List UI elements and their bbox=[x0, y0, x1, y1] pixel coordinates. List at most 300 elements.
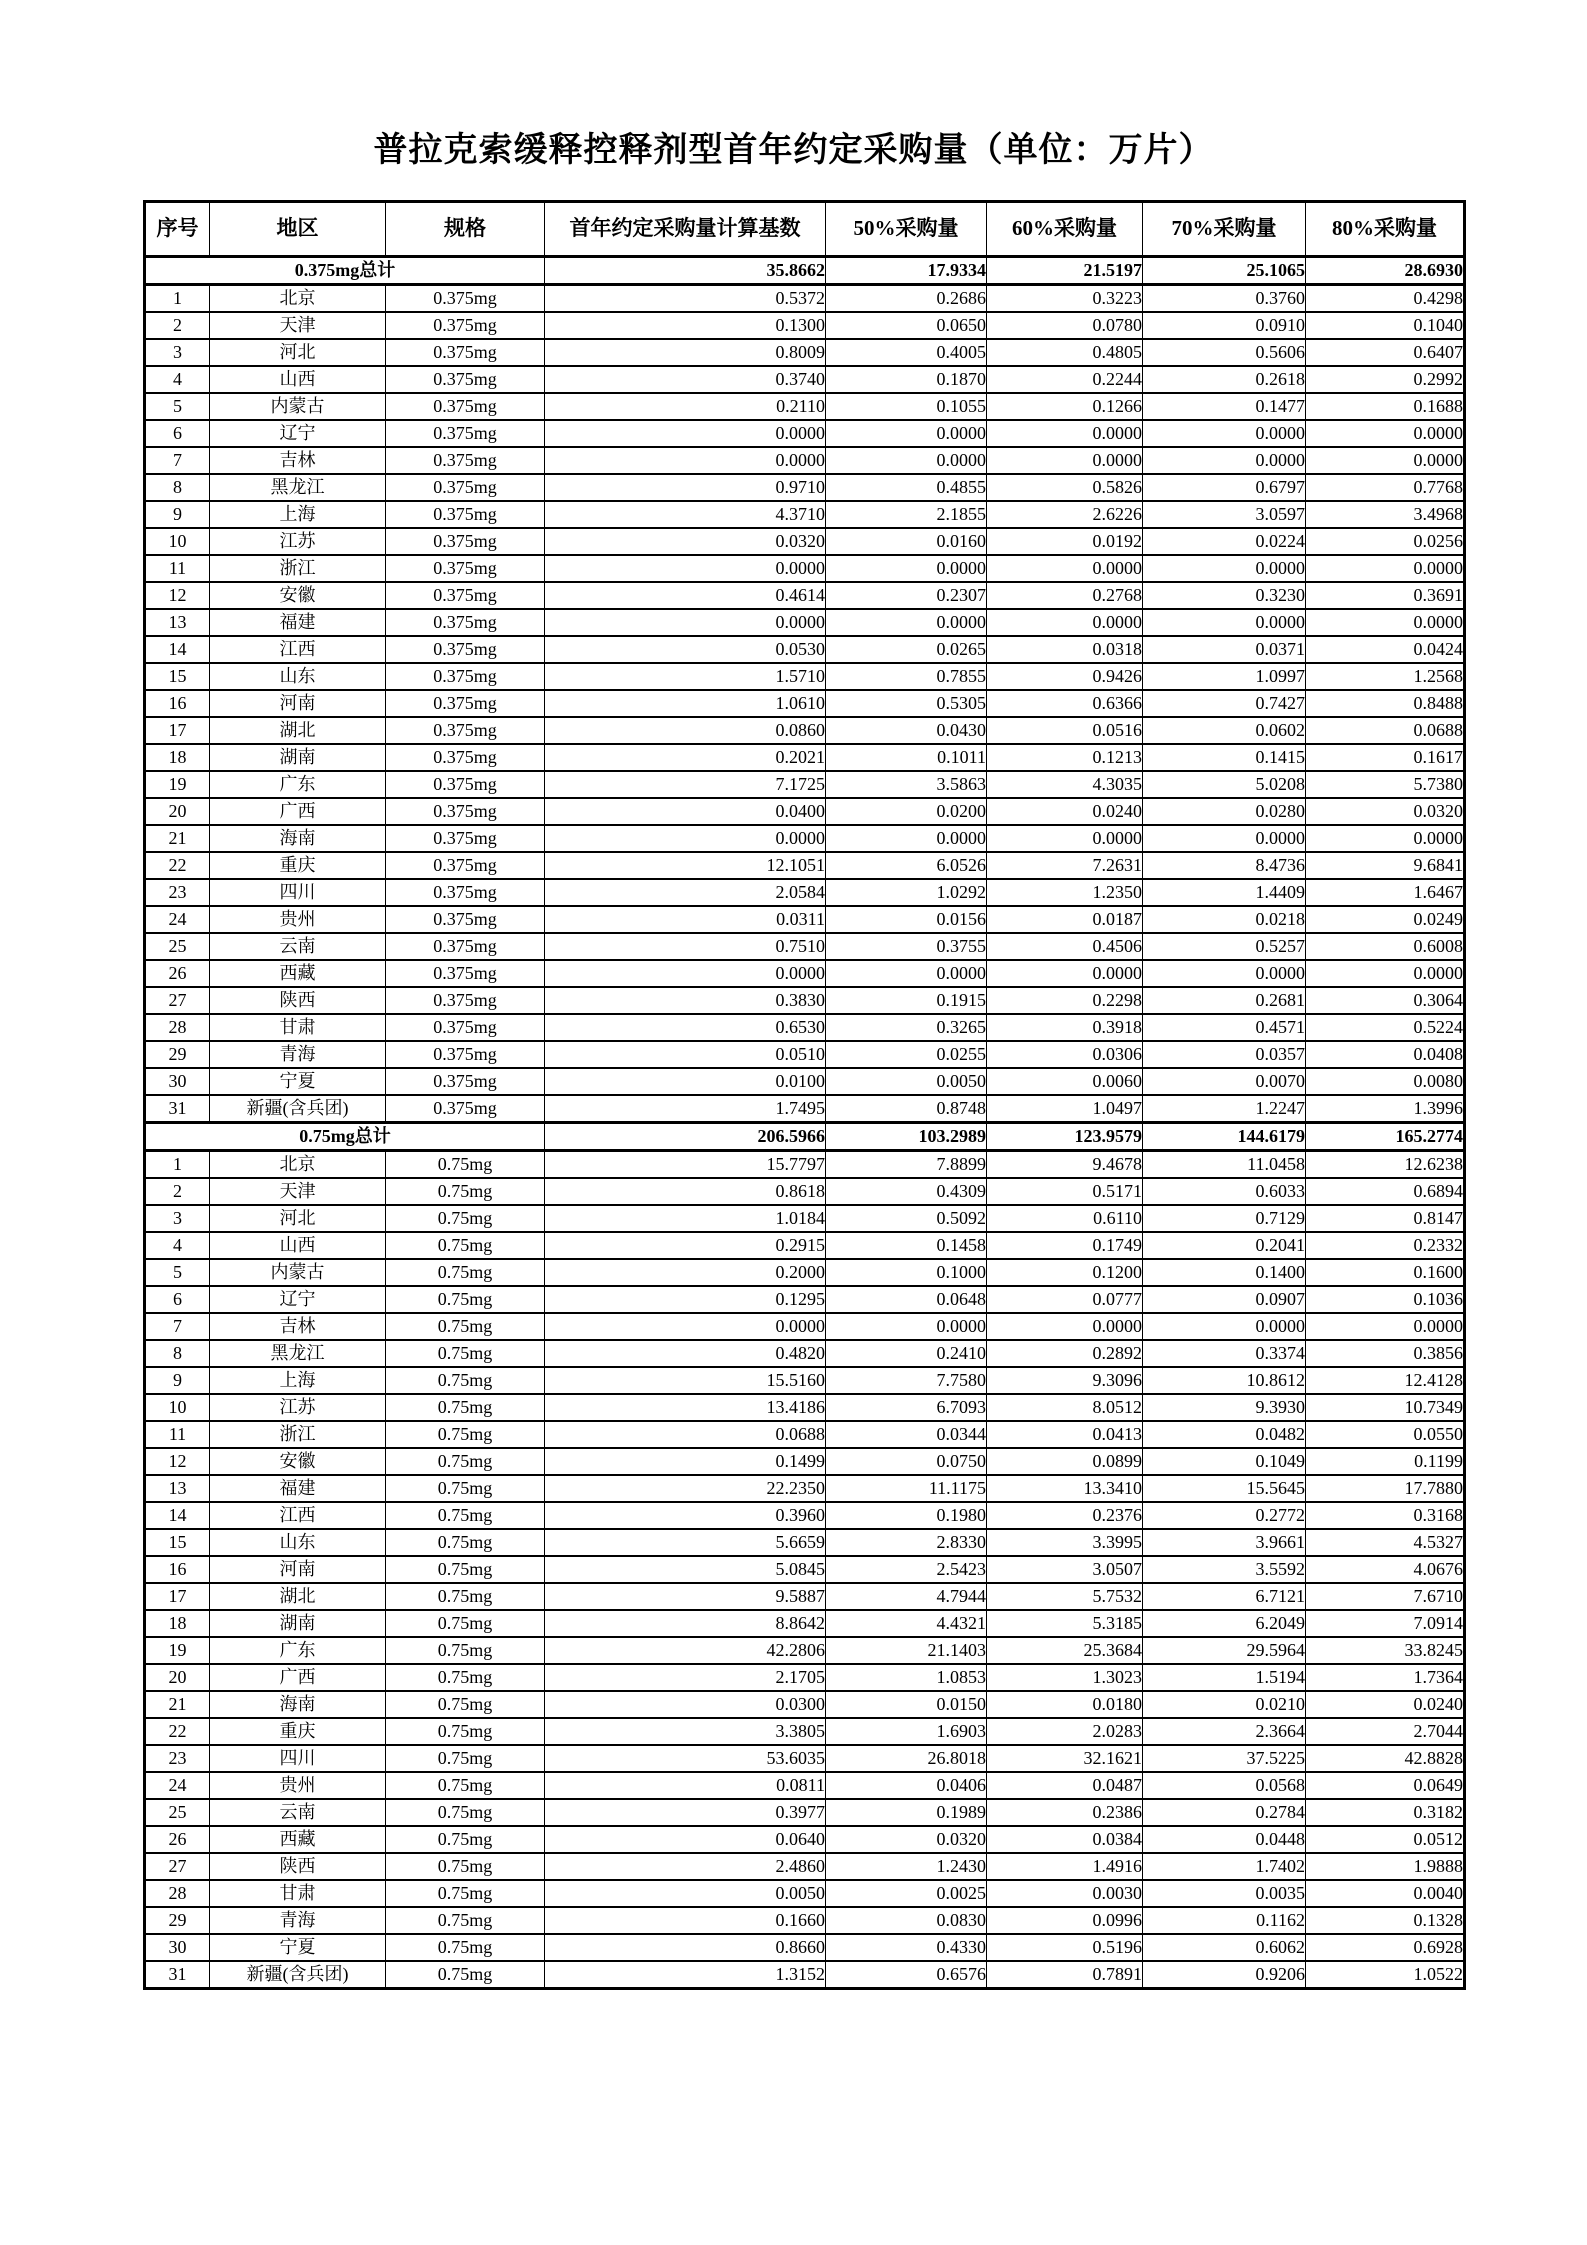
spec-value: 0.75mg bbox=[386, 1637, 545, 1664]
spec-value: 0.375mg bbox=[386, 987, 545, 1014]
table-row bbox=[145, 933, 1465, 960]
spec-value: 0.75mg bbox=[386, 1529, 545, 1556]
value-cell: 0.0320 bbox=[826, 1826, 987, 1853]
value-cell: 0.2892 bbox=[987, 1340, 1143, 1367]
value-cell: 0.1200 bbox=[987, 1259, 1143, 1286]
value-cell: 1.0522 bbox=[1306, 1961, 1465, 1989]
value-cell: 0.0899 bbox=[987, 1448, 1143, 1475]
value-cell: 1.7495 bbox=[545, 1095, 826, 1123]
row-number: 19 bbox=[145, 771, 210, 798]
region-name: 重庆 bbox=[210, 852, 386, 879]
table-row bbox=[145, 906, 1465, 933]
region-name: 海南 bbox=[210, 1691, 386, 1718]
value-cell: 0.4820 bbox=[545, 1340, 826, 1367]
spec-value: 0.375mg bbox=[386, 906, 545, 933]
row-number: 20 bbox=[145, 798, 210, 825]
row-number: 27 bbox=[145, 987, 210, 1014]
value-cell: 0.0035 bbox=[1143, 1880, 1306, 1907]
value-cell: 3.5592 bbox=[1143, 1556, 1306, 1583]
region-name: 吉林 bbox=[210, 1313, 386, 1340]
value-cell: 0.1162 bbox=[1143, 1907, 1306, 1934]
row-number: 1 bbox=[145, 285, 210, 313]
value-cell: 0.0000 bbox=[545, 960, 826, 987]
region-name: 广西 bbox=[210, 1664, 386, 1691]
spec-value: 0.75mg bbox=[386, 1664, 545, 1691]
region-name: 西藏 bbox=[210, 960, 386, 987]
value-cell: 22.2350 bbox=[545, 1475, 826, 1502]
value-cell: 0.0311 bbox=[545, 906, 826, 933]
value-cell: 0.0000 bbox=[1143, 960, 1306, 987]
region-name: 福建 bbox=[210, 1475, 386, 1502]
spec-value: 0.75mg bbox=[386, 1475, 545, 1502]
value-cell: 0.0000 bbox=[545, 420, 826, 447]
spec-value: 0.375mg bbox=[386, 366, 545, 393]
value-cell: 0.6576 bbox=[826, 1961, 987, 1989]
region-name: 宁夏 bbox=[210, 1934, 386, 1961]
table-row bbox=[145, 1421, 1465, 1448]
value-cell: 0.6407 bbox=[1306, 339, 1465, 366]
table-row bbox=[145, 1475, 1465, 1502]
value-cell: 0.3691 bbox=[1306, 582, 1465, 609]
value-cell: 0.5372 bbox=[545, 285, 826, 313]
value-cell: 0.0996 bbox=[987, 1907, 1143, 1934]
page-title: 普拉克索缓释控释剂型首年约定采购量（单位：万片） bbox=[373, 132, 1214, 169]
value-cell: 25.3684 bbox=[987, 1637, 1143, 1664]
value-cell: 7.6710 bbox=[1306, 1583, 1465, 1610]
table-header bbox=[145, 202, 1465, 257]
table-row bbox=[145, 1556, 1465, 1583]
spec-value: 0.75mg bbox=[386, 1421, 545, 1448]
table-row bbox=[145, 366, 1465, 393]
spec-value: 0.75mg bbox=[386, 1772, 545, 1799]
value-cell: 0.0482 bbox=[1143, 1421, 1306, 1448]
row-number: 4 bbox=[145, 1232, 210, 1259]
region-name: 安徽 bbox=[210, 1448, 386, 1475]
value-cell: 0.0070 bbox=[1143, 1068, 1306, 1095]
value-cell: 0.1600 bbox=[1306, 1259, 1465, 1286]
region-name: 江苏 bbox=[210, 528, 386, 555]
value-cell: 1.7402 bbox=[1143, 1853, 1306, 1880]
table-row bbox=[145, 1799, 1465, 1826]
table-row bbox=[145, 1637, 1465, 1664]
value-cell: 6.7093 bbox=[826, 1394, 987, 1421]
value-cell: 8.8642 bbox=[545, 1610, 826, 1637]
value-cell: 0.0000 bbox=[1143, 609, 1306, 636]
value-cell: 12.1051 bbox=[545, 852, 826, 879]
spec-value: 0.375mg bbox=[386, 339, 545, 366]
spec-value: 0.375mg bbox=[386, 555, 545, 582]
value-cell: 0.0000 bbox=[987, 825, 1143, 852]
value-cell: 0.2768 bbox=[987, 582, 1143, 609]
value-cell: 0.7510 bbox=[545, 933, 826, 960]
value-cell: 0.0000 bbox=[1306, 420, 1465, 447]
value-cell: 0.0640 bbox=[545, 1826, 826, 1853]
value-cell: 0.0688 bbox=[1306, 717, 1465, 744]
section-total-value: 206.5966 bbox=[545, 1123, 826, 1151]
value-cell: 2.4860 bbox=[545, 1853, 826, 1880]
spec-value: 0.375mg bbox=[386, 1014, 545, 1041]
value-cell: 0.3760 bbox=[1143, 285, 1306, 313]
table-row bbox=[145, 1907, 1465, 1934]
spec-value: 0.75mg bbox=[386, 1151, 545, 1179]
region-name: 天津 bbox=[210, 312, 386, 339]
value-cell: 0.0210 bbox=[1143, 1691, 1306, 1718]
spec-value: 0.75mg bbox=[386, 1232, 545, 1259]
value-cell: 0.0000 bbox=[826, 447, 987, 474]
value-cell: 6.0526 bbox=[826, 852, 987, 879]
row-number: 22 bbox=[145, 852, 210, 879]
value-cell: 13.4186 bbox=[545, 1394, 826, 1421]
value-cell: 0.2376 bbox=[987, 1502, 1143, 1529]
value-cell: 0.0306 bbox=[987, 1041, 1143, 1068]
row-number: 11 bbox=[145, 555, 210, 582]
row-number: 2 bbox=[145, 1178, 210, 1205]
table-row bbox=[145, 771, 1465, 798]
section-total-row bbox=[145, 1123, 1465, 1151]
value-cell: 0.8660 bbox=[545, 1934, 826, 1961]
row-number: 16 bbox=[145, 1556, 210, 1583]
region-name: 湖南 bbox=[210, 744, 386, 771]
value-cell: 9.6841 bbox=[1306, 852, 1465, 879]
value-cell: 0.0448 bbox=[1143, 1826, 1306, 1853]
section-label: 0.375mg总计 bbox=[145, 257, 545, 285]
value-cell: 0.9426 bbox=[987, 663, 1143, 690]
value-cell: 1.5710 bbox=[545, 663, 826, 690]
value-cell: 0.1458 bbox=[826, 1232, 987, 1259]
region-name: 河南 bbox=[210, 1556, 386, 1583]
region-name: 福建 bbox=[210, 609, 386, 636]
value-cell: 0.5826 bbox=[987, 474, 1143, 501]
value-cell: 1.6903 bbox=[826, 1718, 987, 1745]
value-cell: 0.0050 bbox=[826, 1068, 987, 1095]
region-name: 重庆 bbox=[210, 1718, 386, 1745]
spec-value: 0.375mg bbox=[386, 1095, 545, 1123]
table-row bbox=[145, 663, 1465, 690]
value-cell: 0.0000 bbox=[826, 420, 987, 447]
value-cell: 0.7129 bbox=[1143, 1205, 1306, 1232]
value-cell: 0.0192 bbox=[987, 528, 1143, 555]
value-cell: 0.1688 bbox=[1306, 393, 1465, 420]
region-name: 云南 bbox=[210, 933, 386, 960]
value-cell: 0.5257 bbox=[1143, 933, 1306, 960]
row-number: 6 bbox=[145, 1286, 210, 1313]
value-cell: 0.5305 bbox=[826, 690, 987, 717]
value-cell: 0.1300 bbox=[545, 312, 826, 339]
value-cell: 0.0300 bbox=[545, 1691, 826, 1718]
table-row bbox=[145, 1718, 1465, 1745]
region-name: 河北 bbox=[210, 1205, 386, 1232]
value-cell: 2.8330 bbox=[826, 1529, 987, 1556]
table-row bbox=[145, 1178, 1465, 1205]
value-cell: 11.0458 bbox=[1143, 1151, 1306, 1179]
value-cell: 0.0568 bbox=[1143, 1772, 1306, 1799]
row-number: 12 bbox=[145, 1448, 210, 1475]
table-row bbox=[145, 1610, 1465, 1637]
value-cell: 0.0000 bbox=[987, 555, 1143, 582]
value-cell: 0.3064 bbox=[1306, 987, 1465, 1014]
spec-value: 0.375mg bbox=[386, 528, 545, 555]
value-cell: 1.0497 bbox=[987, 1095, 1143, 1123]
value-cell: 0.3374 bbox=[1143, 1340, 1306, 1367]
value-cell: 0.0780 bbox=[987, 312, 1143, 339]
region-name: 辽宁 bbox=[210, 420, 386, 447]
row-number: 20 bbox=[145, 1664, 210, 1691]
value-cell: 0.7855 bbox=[826, 663, 987, 690]
value-cell: 8.0512 bbox=[987, 1394, 1143, 1421]
value-cell: 0.0240 bbox=[1306, 1691, 1465, 1718]
region-name: 陕西 bbox=[210, 987, 386, 1014]
value-cell: 0.0000 bbox=[1143, 420, 1306, 447]
row-number: 10 bbox=[145, 1394, 210, 1421]
value-cell: 32.1621 bbox=[987, 1745, 1143, 1772]
spec-value: 0.75mg bbox=[386, 1556, 545, 1583]
table-row bbox=[145, 312, 1465, 339]
value-cell: 7.2631 bbox=[987, 852, 1143, 879]
value-cell: 0.1213 bbox=[987, 744, 1143, 771]
region-name: 甘肃 bbox=[210, 1880, 386, 1907]
spec-value: 0.375mg bbox=[386, 933, 545, 960]
region-name: 黑龙江 bbox=[210, 1340, 386, 1367]
value-cell: 0.0180 bbox=[987, 1691, 1143, 1718]
value-cell: 5.3185 bbox=[987, 1610, 1143, 1637]
table-row bbox=[145, 1826, 1465, 1853]
spec-value: 0.75mg bbox=[386, 1583, 545, 1610]
value-cell: 4.7944 bbox=[826, 1583, 987, 1610]
value-cell: 0.1477 bbox=[1143, 393, 1306, 420]
value-cell: 4.5327 bbox=[1306, 1529, 1465, 1556]
value-cell: 0.2244 bbox=[987, 366, 1143, 393]
table-row bbox=[145, 798, 1465, 825]
table-row bbox=[145, 1853, 1465, 1880]
value-cell: 0.0000 bbox=[987, 609, 1143, 636]
column-header-spec: 规格 bbox=[386, 202, 545, 257]
table-row bbox=[145, 1961, 1465, 1989]
section-total-value: 25.1065 bbox=[1143, 257, 1306, 285]
table-row bbox=[145, 582, 1465, 609]
value-cell: 0.0000 bbox=[1143, 825, 1306, 852]
value-cell: 0.2618 bbox=[1143, 366, 1306, 393]
value-cell: 0.0240 bbox=[987, 798, 1143, 825]
table-row bbox=[145, 960, 1465, 987]
value-cell: 5.0845 bbox=[545, 1556, 826, 1583]
value-cell: 3.3805 bbox=[545, 1718, 826, 1745]
spec-value: 0.375mg bbox=[386, 474, 545, 501]
value-cell: 0.3223 bbox=[987, 285, 1143, 313]
value-cell: 0.5171 bbox=[987, 1178, 1143, 1205]
section-total-value: 17.9334 bbox=[826, 257, 987, 285]
value-cell: 0.1415 bbox=[1143, 744, 1306, 771]
value-cell: 0.2784 bbox=[1143, 1799, 1306, 1826]
value-cell: 26.8018 bbox=[826, 1745, 987, 1772]
value-cell: 0.1870 bbox=[826, 366, 987, 393]
value-cell: 1.2247 bbox=[1143, 1095, 1306, 1123]
table-row bbox=[145, 879, 1465, 906]
table-row bbox=[145, 1205, 1465, 1232]
value-cell: 0.4506 bbox=[987, 933, 1143, 960]
value-cell: 1.5194 bbox=[1143, 1664, 1306, 1691]
table-row bbox=[145, 1367, 1465, 1394]
value-cell: 0.2110 bbox=[545, 393, 826, 420]
value-cell: 1.2350 bbox=[987, 879, 1143, 906]
value-cell: 0.2298 bbox=[987, 987, 1143, 1014]
value-cell: 0.0060 bbox=[987, 1068, 1143, 1095]
value-cell: 0.1266 bbox=[987, 393, 1143, 420]
value-cell: 0.0318 bbox=[987, 636, 1143, 663]
spec-value: 0.75mg bbox=[386, 1286, 545, 1313]
row-number: 13 bbox=[145, 1475, 210, 1502]
value-cell: 0.2992 bbox=[1306, 366, 1465, 393]
value-cell: 0.5196 bbox=[987, 1934, 1143, 1961]
value-cell: 0.0218 bbox=[1143, 906, 1306, 933]
spec-value: 0.375mg bbox=[386, 447, 545, 474]
region-name: 四川 bbox=[210, 879, 386, 906]
spec-value: 0.75mg bbox=[386, 1853, 545, 1880]
row-number: 19 bbox=[145, 1637, 210, 1664]
region-name: 吉林 bbox=[210, 447, 386, 474]
spec-value: 0.75mg bbox=[386, 1259, 545, 1286]
section-total-value: 103.2989 bbox=[826, 1123, 987, 1151]
region-name: 宁夏 bbox=[210, 1068, 386, 1095]
value-cell: 15.5160 bbox=[545, 1367, 826, 1394]
table-row bbox=[145, 420, 1465, 447]
value-cell: 4.4321 bbox=[826, 1610, 987, 1637]
region-name: 内蒙古 bbox=[210, 393, 386, 420]
spec-value: 0.75mg bbox=[386, 1502, 545, 1529]
region-name: 新疆(含兵团) bbox=[210, 1095, 386, 1123]
value-cell: 0.3830 bbox=[545, 987, 826, 1014]
region-name: 湖北 bbox=[210, 717, 386, 744]
row-number: 26 bbox=[145, 1826, 210, 1853]
row-number: 8 bbox=[145, 474, 210, 501]
spec-value: 0.75mg bbox=[386, 1799, 545, 1826]
value-cell: 3.5863 bbox=[826, 771, 987, 798]
region-name: 云南 bbox=[210, 1799, 386, 1826]
value-cell: 0.0430 bbox=[826, 717, 987, 744]
row-number: 7 bbox=[145, 1313, 210, 1340]
value-cell: 0.0255 bbox=[826, 1041, 987, 1068]
value-cell: 0.1617 bbox=[1306, 744, 1465, 771]
value-cell: 0.6928 bbox=[1306, 1934, 1465, 1961]
value-cell: 0.3977 bbox=[545, 1799, 826, 1826]
value-cell: 0.0000 bbox=[826, 609, 987, 636]
row-number: 31 bbox=[145, 1961, 210, 1989]
value-cell: 0.3265 bbox=[826, 1014, 987, 1041]
value-cell: 0.6110 bbox=[987, 1205, 1143, 1232]
spec-value: 0.375mg bbox=[386, 285, 545, 313]
row-number: 7 bbox=[145, 447, 210, 474]
value-cell: 0.0371 bbox=[1143, 636, 1306, 663]
spec-value: 0.375mg bbox=[386, 1068, 545, 1095]
table-row bbox=[145, 447, 1465, 474]
region-name: 海南 bbox=[210, 825, 386, 852]
value-cell: 0.3168 bbox=[1306, 1502, 1465, 1529]
spec-value: 0.75mg bbox=[386, 1826, 545, 1853]
row-number: 5 bbox=[145, 1259, 210, 1286]
value-cell: 2.3664 bbox=[1143, 1718, 1306, 1745]
row-number: 11 bbox=[145, 1421, 210, 1448]
region-name: 安徽 bbox=[210, 582, 386, 609]
value-cell: 17.7880 bbox=[1306, 1475, 1465, 1502]
value-cell: 0.1000 bbox=[826, 1259, 987, 1286]
value-cell: 0.0648 bbox=[826, 1286, 987, 1313]
table-row bbox=[145, 1095, 1465, 1123]
row-number: 10 bbox=[145, 528, 210, 555]
value-cell: 2.1705 bbox=[545, 1664, 826, 1691]
value-cell: 0.4005 bbox=[826, 339, 987, 366]
spec-value: 0.375mg bbox=[386, 312, 545, 339]
table-row bbox=[145, 1394, 1465, 1421]
row-number: 26 bbox=[145, 960, 210, 987]
value-cell: 0.1011 bbox=[826, 744, 987, 771]
value-cell: 0.0080 bbox=[1306, 1068, 1465, 1095]
value-cell: 0.0530 bbox=[545, 636, 826, 663]
region-name: 广东 bbox=[210, 771, 386, 798]
table-row bbox=[145, 339, 1465, 366]
value-cell: 0.5224 bbox=[1306, 1014, 1465, 1041]
value-cell: 0.3230 bbox=[1143, 582, 1306, 609]
value-cell: 33.8245 bbox=[1306, 1637, 1465, 1664]
value-cell: 0.0224 bbox=[1143, 528, 1306, 555]
table-row bbox=[145, 1745, 1465, 1772]
value-cell: 0.0357 bbox=[1143, 1041, 1306, 1068]
row-number: 18 bbox=[145, 744, 210, 771]
value-cell: 9.3930 bbox=[1143, 1394, 1306, 1421]
value-cell: 0.0408 bbox=[1306, 1041, 1465, 1068]
spec-value: 0.375mg bbox=[386, 663, 545, 690]
value-cell: 42.2806 bbox=[545, 1637, 826, 1664]
value-cell: 5.6659 bbox=[545, 1529, 826, 1556]
value-cell: 3.3995 bbox=[987, 1529, 1143, 1556]
value-cell: 0.0000 bbox=[1306, 960, 1465, 987]
spec-value: 0.375mg bbox=[386, 825, 545, 852]
table-row bbox=[145, 1286, 1465, 1313]
value-cell: 1.0853 bbox=[826, 1664, 987, 1691]
value-cell: 0.0000 bbox=[987, 447, 1143, 474]
value-cell: 2.6226 bbox=[987, 501, 1143, 528]
spec-value: 0.375mg bbox=[386, 1041, 545, 1068]
spec-value: 0.75mg bbox=[386, 1313, 545, 1340]
value-cell: 3.0597 bbox=[1143, 501, 1306, 528]
value-cell: 0.0000 bbox=[987, 960, 1143, 987]
row-number: 5 bbox=[145, 393, 210, 420]
header-row bbox=[145, 202, 1465, 257]
region-name: 湖南 bbox=[210, 1610, 386, 1637]
value-cell: 4.3710 bbox=[545, 501, 826, 528]
region-name: 山西 bbox=[210, 1232, 386, 1259]
value-cell: 1.9888 bbox=[1306, 1853, 1465, 1880]
spec-value: 0.375mg bbox=[386, 609, 545, 636]
value-cell: 8.4736 bbox=[1143, 852, 1306, 879]
value-cell: 2.7044 bbox=[1306, 1718, 1465, 1745]
row-number: 17 bbox=[145, 1583, 210, 1610]
row-number: 30 bbox=[145, 1068, 210, 1095]
column-header-70pct: 70%采购量 bbox=[1143, 202, 1306, 257]
value-cell: 0.8009 bbox=[545, 339, 826, 366]
value-cell: 0.1989 bbox=[826, 1799, 987, 1826]
value-cell: 0.1400 bbox=[1143, 1259, 1306, 1286]
table-row bbox=[145, 825, 1465, 852]
value-cell: 3.0507 bbox=[987, 1556, 1143, 1583]
region-name: 贵州 bbox=[210, 1772, 386, 1799]
section-total-value: 144.6179 bbox=[1143, 1123, 1306, 1151]
value-cell: 5.0208 bbox=[1143, 771, 1306, 798]
value-cell: 0.2410 bbox=[826, 1340, 987, 1367]
value-cell: 0.3960 bbox=[545, 1502, 826, 1529]
value-cell: 9.3096 bbox=[987, 1367, 1143, 1394]
value-cell: 0.0384 bbox=[987, 1826, 1143, 1853]
section-total-value: 21.5197 bbox=[987, 257, 1143, 285]
spec-value: 0.375mg bbox=[386, 771, 545, 798]
